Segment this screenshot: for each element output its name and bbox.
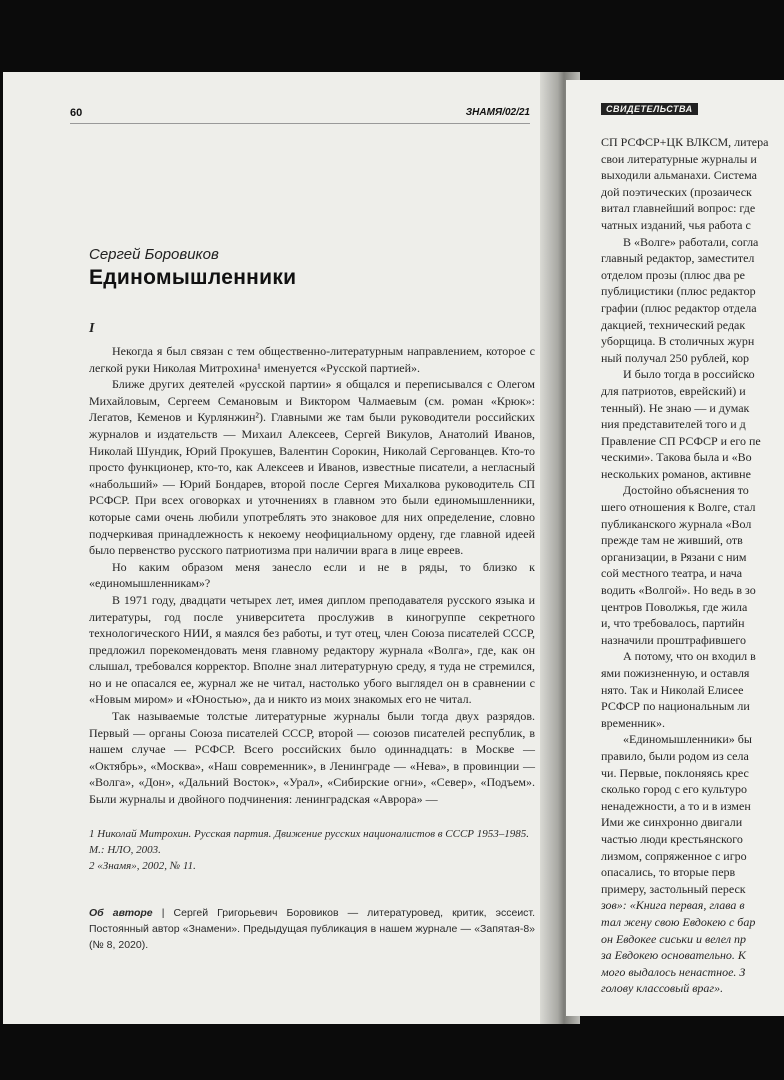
text-line: центров Поволжья, где жила [601,599,748,614]
text-line: чи. Первые, поклоняясь крес [601,765,749,780]
text-line: правило, были родом из села [601,748,749,763]
text-line: ческими». Такова была и «Во [601,450,752,465]
footnotes [89,826,535,874]
text-line: дакцией, технический редак [601,317,746,332]
text-line: Правление СП РСФСР и его пе [601,433,761,448]
article-author: Сергей Боровиков [89,246,219,263]
left-page-header [70,107,530,123]
text-line: ния представителей того и д [601,417,746,432]
text-line: частью люди крестьянского [601,831,743,846]
paragraph: Но каким образом меня занесло если и не в ряды, то близко к «единомышленникам»? [89,559,535,591]
text-line: он Евдокее сиськи и велел пр [601,931,747,946]
section-number: I [89,321,95,336]
text-line: Ими же синхронно двигали [601,815,743,830]
text-line: главный редактор, заместител [601,251,755,266]
text-line: публиканского журнала «Вол [601,516,752,531]
text-line: примеру, застольный переск [601,881,746,896]
text-line: и, что требовалось, партийн [601,616,745,631]
text-line: отделом прозы (плюс два ре [601,267,745,282]
text-line: для патриотов, еврейский) и [601,383,746,398]
text-line: СП РСФСР+ЦК ВЛКСМ, литера [601,135,769,149]
text-line: голову классовый враг». [601,981,724,996]
text-line: шего отношения к Волге, стал [601,500,756,515]
text-line: тенный). Не знаю — и думак [601,400,750,415]
paragraph: Ближе других деятелей «русской партии» я общался и переписывался с Олегом Михайловым, Сергеем Семановым и Виктором Чалмаевым (см. роман «Крюк»: Легатов, Кеменов и Курлянжин²). Главными же там были руководители российских журналов и издательств — Михаил Алексеев, Сергей Викулов, Анатолий Иванов, Николай Шундик, Юрий Прокушев, Валентин Сорокин, Николай Сергованцев. Кто-то просто функционер, кто-то, как Алексеев и Иванов, известные писатели, а негласный «набольший» — Юрий Бондарев, второй после Сергея Михалкова руководитель СП РСФСР. При всех оговорках и уточнениях в главном это были единомышленники, которые сами очень любили употреблять это знаковое для них определение, словно подчеркивая принадлежность к некоему неофициальному ордену, где главной идеей было первенство русского патриотизма при наличии врага в лице евреев. [89,377,535,558]
text-line: сколько город с его культуро [601,782,747,797]
text-line: дой поэтических (прозаическ [601,184,752,199]
text-line: ненадежности, а то и в измен [601,798,751,813]
article-body [89,343,535,808]
text-line: за Евдокею основательно. К [601,948,746,963]
about-text: Сергей Григорьевич Боровиков — литературовед, критик, эссеист. Постоянный автор «Знамени». Предыдущая публикация в нашем журнале — «Запятая-8» (№ 8, 2020). [89,907,535,951]
right-page-body [601,134,784,997]
text-line: витал главнейший вопрос: где [601,201,756,216]
text-line: лизмом, сопряженное с игро [601,848,747,863]
text-line: ный получал 250 рублей, кор [601,350,750,365]
text-line: мого выдалось ненастное. З [601,964,746,979]
section-label: СВИДЕТЕЛЬСТВА [601,103,698,115]
text-line: «Единомышленники» бы [623,732,752,747]
text-line: опасались, то вторые перв [601,865,736,880]
text-line: Достойно объяснения то [623,483,749,498]
text-line: уборщица. В столичных журн [601,334,755,349]
text-line: водить «Волгой». Но ведь в зо [601,583,756,598]
article-title: Единомышленники [89,266,297,289]
text-line: назначили проштрафившего [601,632,747,647]
text-line: графии (плюс редактор отдела [601,300,757,315]
text-line: И было тогда в российско [623,367,755,382]
footnote: 1 Николай Митрохин. Русская партия. Движение русских националистов в СССР 1953–1985. М.: НЛО, 2003. [89,828,529,856]
page-number: 60 [70,107,83,119]
text-line: ями пожизненную, и оставля [601,666,750,680]
about-label: Об авторе [89,907,153,919]
text-line: сой местного театра, и нача [601,566,743,581]
header-rule [70,123,530,124]
text-line: В «Волге» работали, согла [623,234,759,249]
text-line: нято. Так и Николай Елисее [601,682,744,697]
text-line: тал жену свою Евдокею с бар [601,914,756,929]
text-line: прежде там не живший, отв [601,533,743,548]
paragraph: Так называемые толстые литературные журналы были тогда двух разрядов. Первый — органы Союза писателей СССР, второй — союзов писателей республик, в нашем случае — РСФСР. Всего российских было одиннадцать: в Москве — «Октябрь», «Москва», «Наш современник», в Ленинграде — «Нева», в провинции — «Волга», «Дон», «Дальний Восток», «Урал», «Сибирские огни», «Север», «Подъем». Были журналы и двойного подчинения: ленинградская «Аврора» — [89,709,535,807]
paragraph: В 1971 году, двадцати четырех лет, имея диплом преподавателя русского языка и литературы, год после университета прослужив в киногруппе секретного технологического НИИ, я маялся без работы, и тут отец, член Союза писателей СССР, предложил порекомендовать меня главному редактору журнала «Волга», где, как он слышал, требовался корректор. Вполне знал литературную среду, я туда не стремился, но и не опасался ее, журнал же не читал, настолько убого выглядел он в сравнении с «Новым миром» и «Юностью», да и никто из моих знакомых его не читал. [89,592,535,707]
journal-issue: ЗНАМЯ/02/21 [465,107,530,118]
text-line: РСФСР по национальным ли [601,699,750,714]
text-line: нескольких романов, активне [601,466,751,481]
text-line: временник». [601,715,666,730]
text-line: публицистики (плюс редактор [601,284,756,299]
footnote: 2 «Знамя», 2002, № 11. [89,860,196,872]
about-author: Об авторе | Сергей Григорьевич Боровиков — литературовед, критик, эссеист. Постоянный автор «Знамени». Предыдущая публикация в нашем журнале — «Запятая-8» (№ 8, 2020). [89,907,535,951]
text-line: выходили альманахи. Система [601,168,757,183]
text-line: зов»: «Книга первая, глава в [601,898,745,913]
paragraph: Некогда я был связан с тем общественно-литературным направлением, которое с легкой руки Николая Митрохина¹ именуется «Русской партией». [89,344,535,375]
text-line: организации, в Рязани с ним [601,549,747,564]
text-line: А потому, что он входил в [623,649,756,664]
text-line: свои литературные журналы и [601,151,757,166]
text-line: чатных изданий, чья работа с [601,217,751,232]
